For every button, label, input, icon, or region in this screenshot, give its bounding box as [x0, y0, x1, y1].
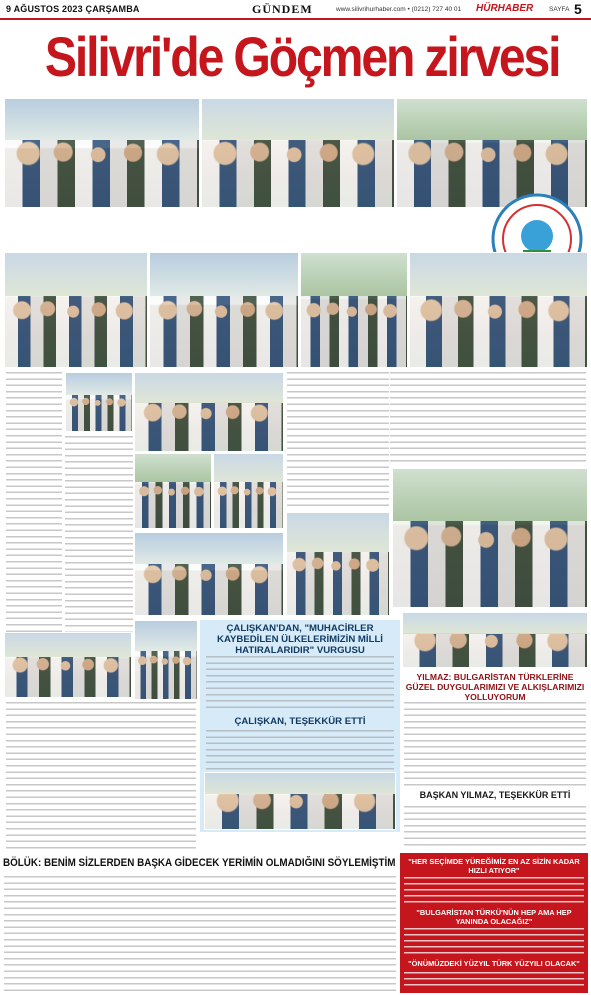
event-photo — [201, 98, 395, 208]
event-photo — [134, 453, 212, 529]
page-label: SAYFA — [549, 6, 570, 13]
page-headline: Silivri'de Göçmen zirvesi — [44, 25, 560, 88]
quote-box-text — [404, 928, 584, 956]
quote-box-heading: "ÖNÜMÜZDEKİ YÜZYIL TÜRK YÜZYILI OLACAK" — [408, 959, 580, 968]
event-photo — [204, 772, 396, 830]
event-photo — [134, 372, 284, 452]
quote-box-text — [404, 972, 584, 990]
event-photo — [4, 252, 148, 368]
event-photo — [286, 512, 390, 616]
event-photo — [65, 372, 133, 432]
article-text — [404, 702, 586, 786]
article-text — [287, 372, 389, 510]
section-name: GÜNDEM — [252, 2, 313, 16]
event-photo — [213, 453, 284, 529]
column-subheading: BAŞKAN YILMAZ, TEŞEKKÜR ETTİ — [419, 790, 571, 800]
intro-paragraph — [6, 215, 476, 251]
event-photo — [149, 252, 299, 368]
quote-box-heading: "BULGARİSTAN TÜRKÜ'NÜN HEP AMA HEP YANINDA OLACAĞIZ" — [416, 908, 572, 926]
event-photo — [134, 532, 284, 616]
event-photo — [402, 612, 588, 668]
highlight-box-text — [206, 730, 394, 770]
page-number: 5 — [574, 1, 582, 17]
article-text — [390, 372, 586, 464]
article-text — [404, 806, 586, 848]
highlight-box-subheading: ÇALIŞKAN, TEŞEKKÜR ETTİ — [234, 716, 366, 727]
issue-date: 9 AĞUSTOS 2023 ÇARŞAMBA — [6, 4, 140, 14]
article-text — [4, 876, 396, 992]
event-photo — [4, 632, 132, 698]
article-text — [65, 436, 133, 632]
article-text — [6, 372, 62, 632]
event-photo — [392, 468, 588, 608]
contact-info: www.silivrihurhaber.com • (0212) 727 40 01 — [336, 6, 462, 13]
highlight-box-text — [206, 656, 394, 712]
column-heading: YILMAZ: BULGARİSTAN TÜRKLERİNE GÜZEL DUYGULARIMIZI VE ALKIŞLARIMIZI YOLLUYORUM — [405, 672, 585, 702]
newspaper-logo: HÜRHABER — [476, 3, 534, 14]
event-photo — [300, 252, 408, 368]
bottom-banner-heading: BÖLÜK: BENİM SİZLERDEN BAŞKA GİDECEK YERİMİN OLMADIĞINI SÖYLEMİŞTİM — [3, 857, 396, 869]
event-photo — [409, 252, 588, 368]
event-photo — [4, 98, 200, 208]
event-photo — [134, 620, 198, 700]
highlight-box-heading: ÇALIŞKAN'DAN, "MUHACİRLER KAYBEDİLEN ÜLKELERİMİZİN MİLLİ HATIRALARIDIR" VURGUSU — [217, 623, 383, 656]
quote-box-heading: "HER SEÇİMDE YÜREĞİMİZ EN AZ SİZİN KADAR HIZLI ATIYOR" — [408, 857, 580, 875]
quote-box-text — [404, 877, 584, 905]
article-text — [6, 702, 196, 850]
